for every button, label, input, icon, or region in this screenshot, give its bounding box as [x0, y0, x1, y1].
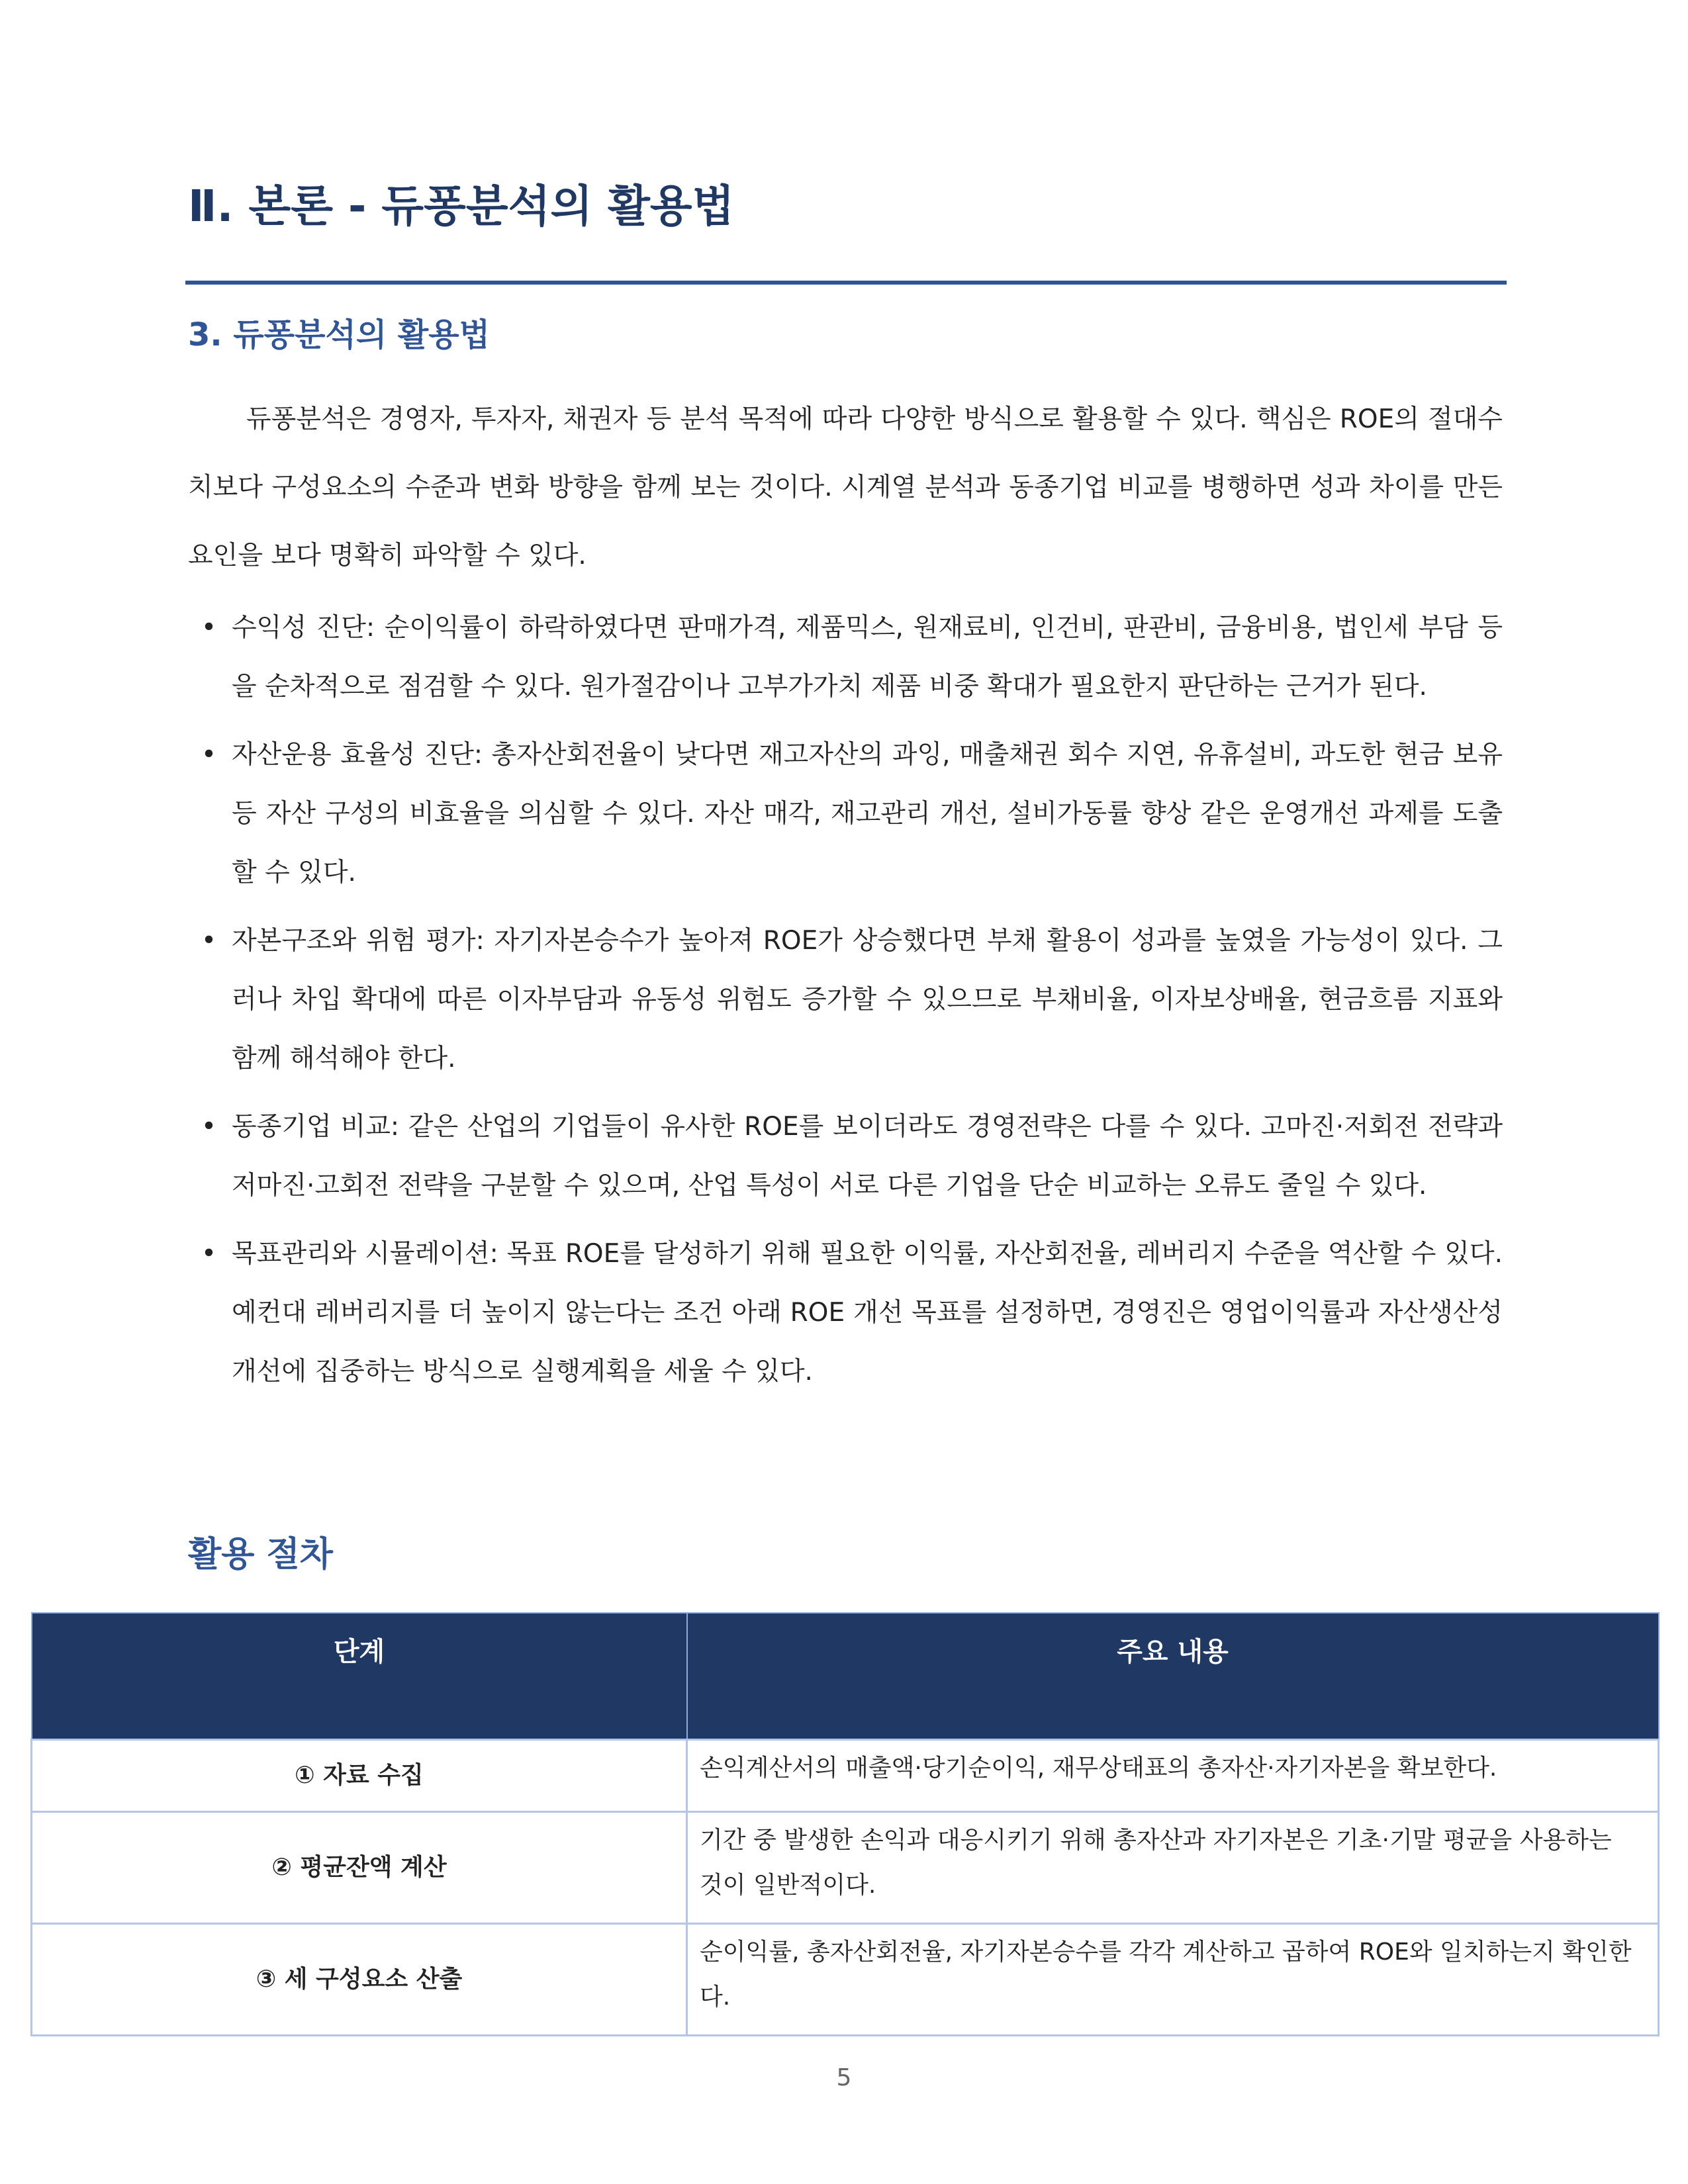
- procedure-table: [30, 1612, 1660, 2036]
- intro-paragraph: 듀퐁분석은 경영자, 투자자, 채권자 등 분석 목적에 따라 다양한 방식으로 활용할 수 있다. 핵심은 ROE의 절대수치보다 구성요소의 수준과 변화 방향을 함께 보는 것이다. 시계열 분석과 동종기업 비교를 병행하면 성과 차이를 만든 요인을 보다 명확히 파악할 수 있다.: [188, 404, 1503, 570]
- table-cell-content: 손익계산서의 매출액·당기순이익, 재무상태표의 총자산·자기자본을 확보한다.: [687, 1740, 1659, 1812]
- bullet-dot-icon: •: [201, 613, 217, 643]
- table-header-content: 주요 내용: [687, 1613, 1659, 1740]
- procedure-heading: 활용 절차: [188, 1535, 334, 1574]
- bullet-text: 수익성 진단: 순이익률이 하락하였다면 판매가격, 제품믹스, 원재료비, 인건비, 판관비, 금융비용, 법인세 부담 등을 순차적으로 점검할 수 있다. 원가절감이나 고부가가치 제품 비중 확대가 필요한지 판단하는 근거가 된다.: [232, 613, 1503, 702]
- bullet-dot-icon: •: [201, 1112, 217, 1142]
- table-header-row: [32, 1613, 1659, 1740]
- table-row: [32, 1924, 1659, 2036]
- table-cell-content: 기간 중 발생한 손익과 대응시키기 위해 총자산과 자기자본은 기초·기말 평균을 사용하는 것이 일반적이다.: [687, 1812, 1659, 1924]
- bullet-text: 동종기업 비교: 같은 산업의 기업들이 유사한 ROE를 보이더라도 경영전략은 다를 수 있다. 고마진·저회전 전략과 저마진·고회전 전략을 구분할 수 있으며, 산업 특성이 서로 다른 기업을 단순 비교하는 오류도 줄일 수 있다.: [232, 1112, 1503, 1201]
- table-cell-step: ① 자료 수집: [32, 1740, 687, 1812]
- bullet-dot-icon: •: [201, 926, 217, 956]
- bullet-dot-icon: •: [201, 1239, 217, 1269]
- bullet-item-asset-efficiency: [188, 725, 1503, 902]
- bullet-item-peer-comparison: [188, 1097, 1503, 1215]
- bullet-text: 목표관리와 시뮬레이션: 목표 ROE를 달성하기 위해 필요한 이익률, 자산회전율, 레버리지 수준을 역산할 수 있다. 예컨대 레버리지를 더 높이지 않는다는 조건 아래 ROE 개선 목표를 설정하면, 경영진은 영업이익률과 자산생산성 개선에 집중하는 방식으로 실행계획을 세울 수 있다.: [232, 1239, 1503, 1387]
- chapter-title: Ⅱ. 본론 - 듀퐁분석의 활용법: [188, 181, 735, 232]
- page-number: 5: [836, 2064, 852, 2091]
- table-cell-content: 순이익률, 총자산회전율, 자기자본승수를 각각 계산하고 곱하여 ROE와 일치하는지 확인한다.: [687, 1924, 1659, 2036]
- table-row: [32, 1812, 1659, 1924]
- table-cell-step: ③ 세 구성요소 산출: [32, 1924, 687, 2036]
- bullet-text: 자산운용 효율성 진단: 총자산회전율이 낮다면 재고자산의 과잉, 매출채권 회수 지연, 유휴설비, 과도한 현금 보유 등 자산 구성의 비효율을 의심할 수 있다. 자산 매각, 재고관리 개선, 설비가동률 향상 같은 운영개선 과제를 도출할 수 있다.: [232, 740, 1503, 887]
- table-row: [32, 1740, 1659, 1812]
- bullet-item-target-simulation: [188, 1224, 1503, 1401]
- table-cell-step: ② 평균잔액 계산: [32, 1812, 687, 1924]
- bullet-text: 자본구조와 위험 평가: 자기자본승수가 높아져 ROE가 상승했다면 부채 활용이 성과를 높였을 가능성이 있다. 그러나 차입 확대에 따른 이자부담과 유동성 위험도 증가할 수 있으므로 부채비율, 이자보상배율, 현금흐름 지표와 함께 해석해야 한다.: [232, 926, 1503, 1073]
- bullet-item-profitability: [188, 598, 1503, 716]
- title-divider: [185, 281, 1507, 285]
- section-heading: 3. 듀퐁분석의 활용법: [188, 316, 490, 353]
- bullet-list: [188, 598, 1503, 1410]
- bullet-item-capital-structure: [188, 911, 1503, 1088]
- bullet-dot-icon: •: [201, 740, 217, 770]
- table-header-step: 단계: [32, 1613, 687, 1740]
